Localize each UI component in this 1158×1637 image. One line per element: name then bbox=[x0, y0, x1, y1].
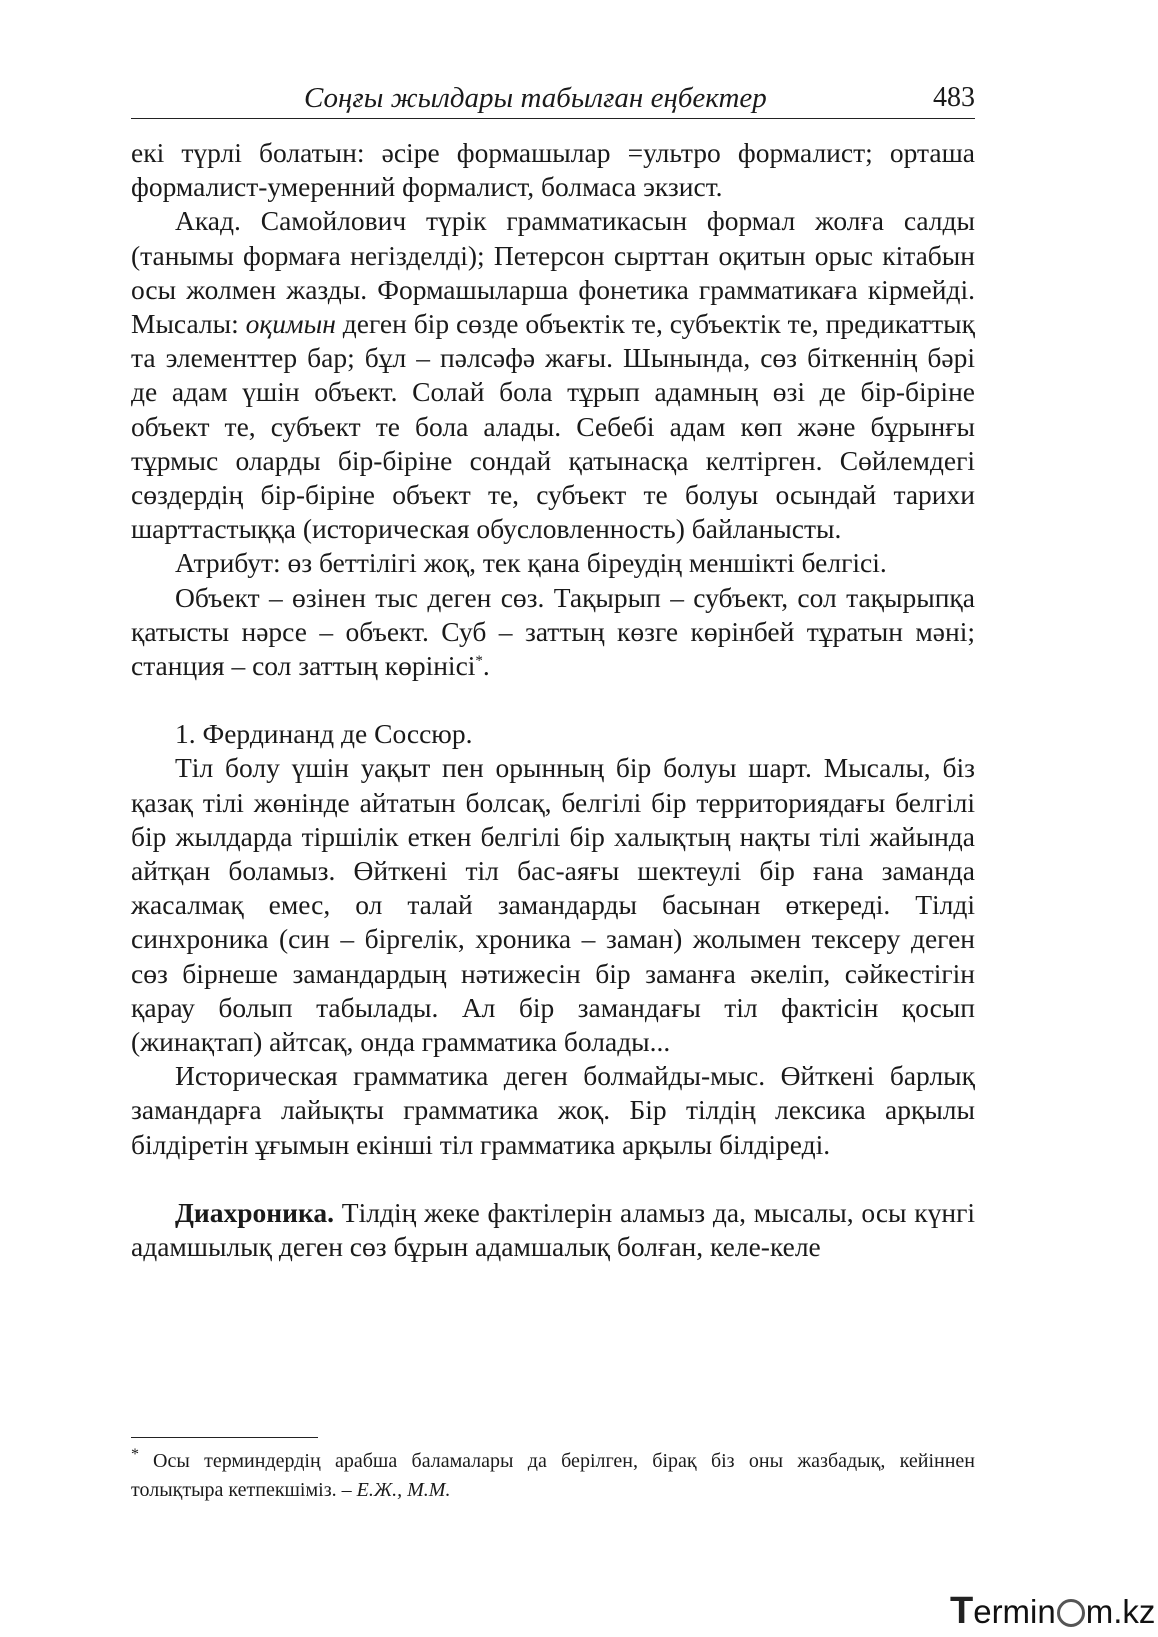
paragraph: Объект – өзінен тыс деген сөз. Тақырып – субъект, сол тақырыпқа қатысты нәрсе – объект. Суб – заттың көзге көрінбей тұратын мәні; станция – сол заттың көрінісі*. bbox=[131, 581, 975, 682]
header-title: Соңғы жылдары табылған еңбектер bbox=[304, 82, 767, 114]
section-heading: 1. Фердинанд де Соссюр. bbox=[175, 718, 473, 750]
paragraph: Историческая грамматика деген болмайды-мыс. Өйткені барлық замандарға лайықты грамматика жоқ. Бір тілдің лексика арқылы білдіретін ұғымын екінші тіл грамматика арқылы білдіреді. bbox=[131, 1060, 975, 1160]
paragraph: Диахроника. Тілдің жеке фактілерін аламыз да, мысалы, осы күнгі адамшылық деген сөз бұрын адамшалық болған, келе-келе bbox=[131, 1196, 975, 1263]
paragraph: Акад. Самойлович түрік грамматикасын формал жолға салды (танымы формаға негізделді); Петерсон сырттан оқитын орыс кітабын осы жолмен жазды. Формашыларша фонетика грамматикаға кірмейді. Мысалы: оқимын деген бір сөзде объектік те, субъектік те, предикаттық та элементтер бар; бұл – пәлсәфә жағы. Шынында, сөз біткеннің бәрі де адам үшін объект. Солай бола тұрып адамның өзі де бір-біріне объект те, субъект те бола алады. Себебі адам көп және бұрынғы тұрмыс оларды бір-біріне сондай қатынасқа келтірген. Сөйлемдегі сөздердің бір-біріне объект те, субъект те болуы осындай тарихи шарттастыққа (историческая обусловленность) байланысты. bbox=[131, 205, 975, 545]
running-header bbox=[131, 80, 975, 119]
footnote-authors: Е.Ж., М.М. bbox=[356, 1479, 451, 1501]
page-number: 483 bbox=[933, 82, 975, 113]
italic-term: оқимын bbox=[245, 308, 336, 340]
logo-letter: T bbox=[950, 1590, 974, 1632]
footnote-mark: * bbox=[131, 1446, 139, 1464]
paragraph: Атрибут: өз беттілігі жоқ, тек қана біреудің меншікті белгісі. bbox=[175, 547, 887, 579]
paragraph: екі түрлі болатын: әсіре формашылар =ультро формалист; орташа формалист-умеренний формалист, болмаса экзист. bbox=[131, 137, 975, 203]
footnote-ref: * bbox=[475, 652, 483, 669]
ring-icon bbox=[1057, 1599, 1085, 1627]
watermark-logo: Termin m.kz bbox=[950, 1590, 1156, 1632]
footnote: * Осы терминдердің арабша баламалары да берілген, бірақ біз оны жазбадық, кейіннен толықтыра кетпекшіміз. – Е.Ж., М.М. bbox=[131, 1446, 975, 1501]
footnote-divider bbox=[131, 1437, 318, 1438]
bold-term: Диахроника. bbox=[175, 1196, 335, 1228]
main-text bbox=[131, 136, 975, 1264]
paragraph: Тіл болу үшін уақыт пен орынның бір болуы шарт. Мысалы, біз қазақ тілі жөнінде айтатын болсақ, белгілі бір территориядағы белгілі бір жылдарда тіршілік еткен белгілі бір халықтың нақты тілі жайында айтқан боламыз. Өйткені тіл бас-аяғы шектеулі бір ғана заманда жасалмақ емес, ол талай замандарды басынан өткереді. Тілді синхроника (син – біргелік, хроника – заман) жолымен тексеру деген сөз бірнеше замандардың нәтижесін бір заманға әкеліп, сәйкестігін қарау болып табылады. Ал бір замандағы тіл фактісін қосып (жинақтап) айтсақ, онда грамматика болады... bbox=[131, 752, 975, 1058]
